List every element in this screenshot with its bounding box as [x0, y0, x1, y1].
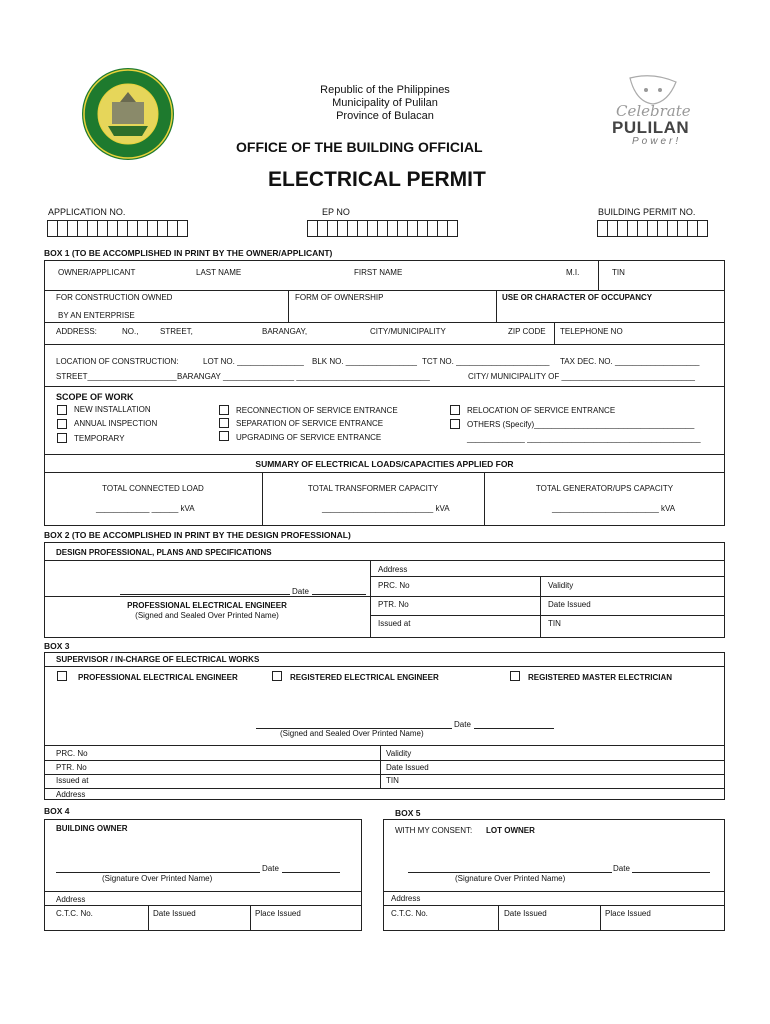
box3-issued-at-label: Issued at — [56, 776, 89, 785]
construction-owned-label: FOR CONSTRUCTION OWNED — [56, 293, 173, 302]
separation-label: SEPARATION OF SERVICE ENTRANCE — [236, 419, 384, 428]
annual-inspection-checkbox[interactable] — [57, 419, 67, 429]
box2-tin-label: TIN — [548, 619, 561, 628]
zip-code-label: ZIP CODE — [508, 327, 546, 336]
box2-validity-label: Validity — [548, 581, 574, 590]
pee-checkbox[interactable] — [57, 671, 67, 681]
location-label: LOCATION OF CONSTRUCTION: — [56, 357, 179, 366]
box5-lot-owner-label: LOT OWNER — [486, 826, 535, 835]
box4-signature-label: (Signature Over Printed Name) — [102, 874, 213, 883]
professional-engineer-label: PROFESSIONAL ELECTRICAL ENGINEER — [127, 601, 287, 610]
reconnection-checkbox[interactable] — [219, 405, 229, 415]
form-ownership-label: FORM OF OWNERSHIP — [295, 293, 384, 302]
blk-no-field[interactable]: BLK NO. ________________ — [312, 357, 417, 366]
summary-title: SUMMARY OF ELECTRICAL LOADS/CAPACITIES APPLIED FOR — [255, 459, 514, 469]
reconnection-label: RECONNECTION OF SERVICE ENTRANCE — [236, 406, 398, 415]
box5-ctc-label: C.T.C. No. — [391, 909, 428, 918]
relocation-label: RELOCATION OF SERVICE ENTRANCE — [467, 406, 616, 415]
rme-label: REGISTERED MASTER ELECTRICIAN — [528, 673, 673, 682]
box5-address-label: Address — [391, 894, 421, 903]
box5-place-issued-label: Place Issued — [605, 909, 651, 918]
box5-consent-label: WITH MY CONSENT: — [395, 826, 473, 835]
box4-ctc-label: C.T.C. No. — [56, 909, 93, 918]
box4-place-issued-label: Place Issued — [255, 909, 301, 918]
box4-date-label: Date — [262, 864, 279, 873]
ep-no-cells[interactable] — [308, 220, 458, 237]
application-no-cells[interactable] — [48, 220, 188, 237]
pee-label: PROFESSIONAL ELECTRICAL ENGINEER — [78, 673, 238, 682]
box2-title: DESIGN PROFESSIONAL, PLANS AND SPECIFICATIONS — [56, 548, 272, 557]
box2-address-label: Address — [378, 565, 408, 574]
address-city-label: CITY/MUNICIPALITY — [370, 327, 446, 336]
box3-title: SUPERVISOR / IN-CHARGE OF ELECTRICAL WORKS — [56, 655, 260, 664]
box3-prc-label: PRC. No — [56, 749, 88, 758]
address-no-label: NO., — [122, 327, 139, 336]
celebrate-pulilan-logo — [610, 74, 696, 150]
address-barangay-label: BARANGAY, — [262, 327, 308, 336]
logo-power: Power! — [632, 136, 682, 147]
box3-tin-label: TIN — [386, 776, 399, 785]
ree-label: REGISTERED ELECTRICAL ENGINEER — [290, 673, 439, 682]
box5-date-label: Date — [613, 864, 630, 873]
box2-heading: BOX 2 (TO BE ACCOMPLISHED IN PRINT BY THE DESIGN PROFESSIONAL) — [44, 530, 351, 540]
box4-date-issued-label: Date Issued — [153, 909, 196, 918]
box4-title: BUILDING OWNER — [56, 824, 128, 833]
temporary-label: TEMPORARY — [74, 434, 125, 443]
box3-heading: BOX 3 — [44, 641, 70, 651]
header-line-2: Municipality of Pulilan — [332, 97, 438, 109]
new-installation-checkbox[interactable] — [57, 405, 67, 415]
new-installation-label: NEW INSTALLATION — [74, 405, 151, 414]
box3-address-label: Address — [56, 790, 86, 799]
others-field[interactable]: OTHERS (Specify)____________________________________ — [467, 420, 695, 429]
transformer-kva[interactable]: _________________________ kVA — [322, 504, 450, 513]
telephone-label: TELEPHONE NO — [560, 327, 623, 336]
page-title: ELECTRICAL PERMIT — [268, 168, 486, 191]
header-line-1: Republic of the Philippines — [320, 84, 450, 96]
separation-checkbox[interactable] — [219, 418, 229, 428]
relocation-checkbox[interactable] — [450, 405, 460, 415]
box4-address-label: Address — [56, 895, 86, 904]
box5-heading: BOX 5 — [395, 808, 421, 818]
box2-issued-at-label: Issued at — [378, 619, 411, 628]
use-character-label: USE OR CHARACTER OF OCCUPANCY — [502, 293, 653, 302]
box3-ptr-label: PTR. No — [56, 763, 87, 772]
box2-prc-label: PRC. No — [378, 581, 410, 590]
first-name-label: FIRST NAME — [354, 268, 403, 277]
generator-kva[interactable]: ________________________ kVA — [552, 504, 676, 513]
logo-celebrate: Celebrate — [616, 102, 691, 120]
box4-heading: BOX 4 — [44, 806, 70, 816]
temporary-checkbox[interactable] — [57, 433, 67, 443]
others-field-line2[interactable]: _____________ _______________________________________ — [467, 434, 701, 443]
total-generator-label: TOTAL GENERATOR/UPS CAPACITY — [535, 484, 674, 493]
city-field[interactable]: CITY/ MUNICIPALITY OF ______________________________ — [468, 372, 695, 381]
tct-no-field[interactable]: TCT NO. _____________________ — [422, 357, 550, 366]
box3-date-issued-label: Date Issued — [386, 763, 429, 772]
address-street-label: STREET, — [160, 327, 193, 336]
box2-ptr-label: PTR. No — [378, 600, 409, 609]
box3-validity-label: Validity — [386, 749, 412, 758]
mi-label: M.I. — [566, 268, 580, 277]
barangay-field[interactable]: BARANGAY ________________ ______________________________ — [177, 372, 430, 381]
box5-date-issued-label: Date Issued — [504, 909, 547, 918]
box2-signed-label: (Signed and Sealed Over Printed Name) — [135, 611, 279, 620]
building-permit-no-cells[interactable] — [598, 220, 708, 237]
lot-no-field[interactable]: LOT NO. _______________ — [203, 357, 304, 366]
box5-signature-label: (Signature Over Printed Name) — [455, 874, 566, 883]
owner-applicant-label: OWNER/APPLICANT — [58, 268, 136, 277]
office-title: OFFICE OF THE BUILDING OFFICIAL — [236, 139, 483, 155]
box3-date-label: Date — [454, 720, 471, 729]
rme-checkbox[interactable] — [510, 671, 520, 681]
total-connected-label: TOTAL CONNECTED LOAD — [102, 484, 204, 493]
tin-label: TIN — [612, 268, 625, 277]
total-transformer-label: TOTAL TRANSFORMER CAPACITY — [307, 484, 439, 493]
by-enterprise-label: BY AN ENTERPRISE — [58, 311, 135, 320]
box3-signed-label: (Signed and Sealed Over Printed Name) — [280, 729, 424, 738]
ree-checkbox[interactable] — [272, 671, 282, 681]
logo-pulilan: PULILAN — [612, 118, 690, 137]
application-no-label: APPLICATION NO. — [48, 207, 126, 217]
box2-date-label: Date — [292, 587, 309, 596]
last-name-label: LAST NAME — [196, 268, 242, 277]
upgrading-label: UPGRADING OF SERVICE ENTRANCE — [236, 433, 382, 442]
header-line-3: Province of Bulacan — [336, 110, 434, 122]
box2-date-issued-label: Date Issued — [548, 600, 591, 609]
others-checkbox[interactable] — [450, 419, 460, 429]
building-permit-no-label: BUILDING PERMIT NO. — [598, 207, 696, 217]
box1-heading: BOX 1 (TO BE ACCOMPLISHED IN PRINT BY THE OWNER/APPLICANT) — [44, 248, 333, 258]
annual-inspection-label: ANNUAL INSPECTION — [74, 419, 158, 428]
tax-dec-field[interactable]: TAX DEC. NO. ___________________ — [560, 357, 700, 366]
address-label: ADDRESS: — [56, 327, 97, 336]
scope-title: SCOPE OF WORK — [56, 392, 134, 402]
municipal-seal — [80, 66, 176, 162]
upgrading-checkbox[interactable] — [219, 431, 229, 441]
connected-load-kva[interactable]: ____________ ______ kVA — [96, 504, 195, 513]
ep-no-label: EP NO — [322, 207, 350, 217]
street-field[interactable]: STREET____________________ — [56, 372, 177, 381]
